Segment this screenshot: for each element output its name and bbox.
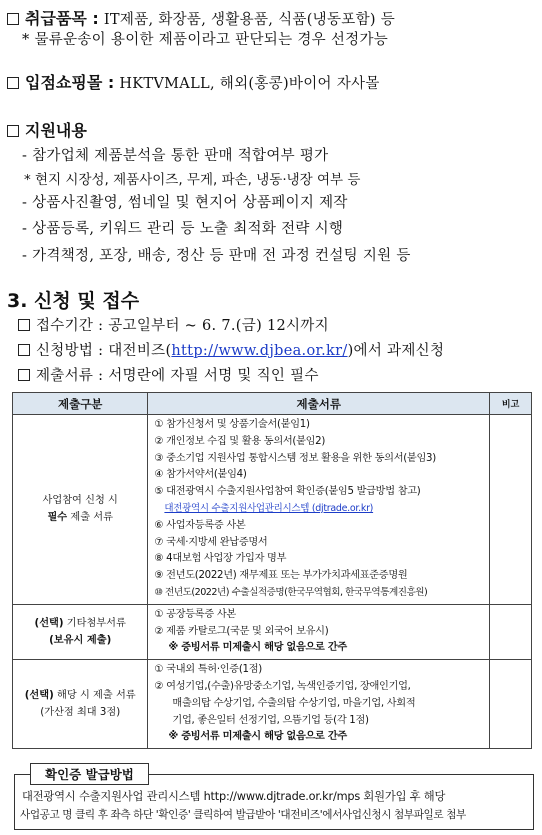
doc-item: ① 참가신청서 및 상품기술서(붙임1) <box>154 419 310 430</box>
required-cat-line1: 사업참여 신청 시 <box>42 495 118 507</box>
checkbox-square-icon <box>18 369 30 381</box>
section-title: 3. 신청 및 접수 <box>7 290 140 312</box>
header-documents: 제출서류 <box>148 393 490 415</box>
table-row-optional <box>13 604 532 659</box>
optional-cat-line2: (보유시 제출) <box>49 634 112 646</box>
checkbox-square-icon <box>7 13 19 25</box>
method-row <box>18 339 444 360</box>
support-item: - 참가업체 제품분석을 통한 판매 적합여부 평가 <box>22 148 329 164</box>
table-row-required <box>13 415 532 605</box>
doc-item: 기업, 좋은일터 선정기업, 으뜸기업 등(각 1점) <box>172 714 369 726</box>
bonus-cat-bold: (선택) <box>24 690 54 702</box>
checkbox-square-icon <box>7 77 19 89</box>
support-item: - 상품사진촬영, 썸네일 및 현지어 상품페이지 제작 <box>22 195 348 211</box>
table-header-row <box>13 393 532 415</box>
handling-note: * 물류운송이 용이한 제품이라고 판단되는 경우 선정가능 <box>22 32 389 48</box>
mall-text: HKTVMALL, 해외(홍콩)바이어 자사몰 <box>119 76 380 92</box>
optional-note <box>490 604 532 659</box>
checkbox-square-icon <box>18 344 30 356</box>
optional-cat-bold: (선택) <box>34 617 64 629</box>
certificate-line1: 대전광역시 수출지원사업 관리시스템 http://www.djtrade.or.kr/mps 회원가입 후 해당 <box>22 790 446 803</box>
support-heading <box>7 118 87 141</box>
required-cat-line2: 제출 서류 <box>67 512 113 524</box>
doc-item: ⑤ 대전광역시 수출지원사업참여 확인증(붙임5 발급방법 참고) <box>154 486 421 498</box>
table-row-bonus <box>13 660 532 749</box>
mall-label: 입점쇼핑몰 : <box>25 73 115 92</box>
mall-row <box>7 70 380 93</box>
doc-item: ⑨ 전년도(2022년) 재무제표 또는 부가가치과세표준증명원 <box>154 570 408 582</box>
checkbox-square-icon <box>7 125 19 137</box>
doc-item: ⑦ 국세·지방세 완납증명서 <box>154 536 268 548</box>
required-cat-bold: 필수 <box>47 512 68 524</box>
doc-item: ② 제품 카탈로그(국문 및 외국어 보유시) <box>154 625 329 637</box>
required-category <box>13 415 148 605</box>
required-note <box>490 415 532 605</box>
handling-row <box>7 6 395 29</box>
doc-item: ③ 중소기업 지원사업 통합시스템 정보 활용을 위한 동의서(붙임3) <box>154 452 436 464</box>
support-item: - 가격책정, 포장, 배송, 정산 등 판매 전 과정 컨설팅 지원 등 <box>22 248 411 264</box>
optional-documents <box>148 604 490 659</box>
bonus-cat-line2: (가산점 최대 3점) <box>40 707 121 719</box>
doc-item: ⑩ 전년도(2022년) 수출실적증명(한국무역협회, 한국무역통계진흥원) <box>154 586 428 598</box>
bonus-note <box>490 660 532 749</box>
method-text-post: )에서 과제신청 <box>347 343 445 359</box>
period-text: 접수기간 : 공고일부터 ~ 6. 7.(금) 12시까지 <box>36 318 329 334</box>
bonus-warning: ※ 증빙서류 미제출시 해당 없음으로 간주 <box>168 731 347 743</box>
doc-item: ⑧ 4대보험 사업장 가입자 명부 <box>154 553 287 565</box>
certificate-title: 확인증 발급방법 <box>30 763 149 785</box>
bonus-category <box>13 660 148 749</box>
method-text-pre: 신청방법 : 대전비즈( <box>36 343 172 359</box>
doc-item: ⑥ 사업자등록증 사본 <box>154 519 246 531</box>
doc-item: ① 국내외 특허·인증(1점) <box>154 664 262 676</box>
bonus-documents <box>148 660 490 749</box>
handling-text: IT제품, 화장품, 생활용품, 식품(냉동포함) 등 <box>103 12 396 28</box>
support-item: - 상품등록, 키워드 관리 등 노출 최적화 전략 시행 <box>22 221 344 237</box>
period-row <box>18 314 329 335</box>
docs-text: 제출서류 : 서명란에 자필 서명 및 직인 필수 <box>36 368 319 384</box>
support-item: * 현지 시장성, 제품사이즈, 무게, 파손, 냉동·냉장 여부 등 <box>24 172 361 188</box>
doc-item: ② 개인정보 수집 및 활용 동의서(붙임2) <box>154 435 326 447</box>
optional-category <box>13 604 148 659</box>
optional-cat-line1: 기타첨부서류 <box>63 617 126 629</box>
header-category: 제출구분 <box>13 393 148 415</box>
checkbox-square-icon <box>18 319 30 331</box>
doc-item: ② 여성기업,(수출)유망중소기업, 녹색인증기업, 장애인기업, <box>154 680 411 692</box>
djtrade-link[interactable]: 대전광역시 수출지원사업관리시스템 (djtrade.or.kr) <box>164 502 374 514</box>
optional-warning: ※ 증빙서류 미제출시 해당 없음으로 간주 <box>168 642 347 654</box>
djbea-link[interactable]: http://www.djbea.or.kr/ <box>171 343 348 359</box>
required-documents <box>148 415 490 605</box>
doc-item: ④ 참가서약서(붙임4) <box>154 469 247 481</box>
handling-label: 취급품목 : <box>25 9 99 28</box>
submission-table <box>12 392 532 749</box>
doc-item: 매출의탑 수상기업, 수출의탑 수상기업, 마을기업, 사회적 <box>172 697 416 709</box>
bonus-cat-line1: 해당 시 제출 서류 <box>53 690 136 702</box>
docs-row <box>18 364 319 385</box>
certificate-line2: 사업공고 명 클릭 후 좌측 하단 '확인증' 클릭하여 발급받아 '대전비즈'에서사업신청시 첨부파일로 첨부 <box>20 809 466 821</box>
header-note: 비고 <box>490 393 532 415</box>
doc-item: ① 공장등록증 사본 <box>154 608 236 620</box>
support-label: 지원내용 <box>25 121 87 140</box>
